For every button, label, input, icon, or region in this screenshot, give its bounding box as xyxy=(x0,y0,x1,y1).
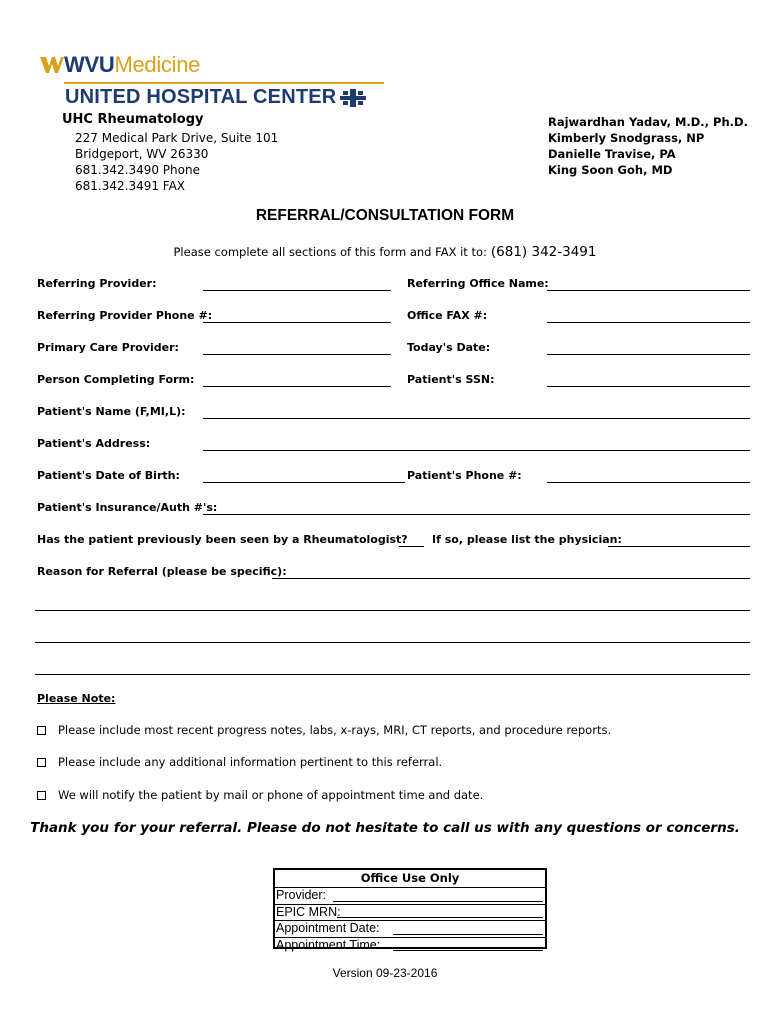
logo-brand-light: Medicine xyxy=(114,52,201,77)
patient-name-label: Patient's Name (F,MI,L): xyxy=(37,405,186,418)
note-heading: Please Note: xyxy=(37,692,116,705)
provider-list xyxy=(548,114,748,178)
referring-office-name-label: Referring Office Name: xyxy=(407,277,549,290)
reason-referral-line[interactable] xyxy=(35,610,750,611)
address-line: Bridgeport, WV 26330 xyxy=(75,147,209,161)
provider-name: Danielle Travise, PA xyxy=(548,147,676,161)
office-row-epic-mrn[interactable] xyxy=(275,904,545,921)
hospital-name: UNITED HOSPITAL CENTER xyxy=(65,86,337,108)
patient-phone-field[interactable] xyxy=(547,482,750,483)
office-fax-label: Office FAX #: xyxy=(407,309,488,322)
office-row-label: Appointment Date: xyxy=(276,921,380,935)
patient-ssn-label: Patient's SSN: xyxy=(407,373,495,386)
office-fax-field[interactable] xyxy=(547,322,750,323)
patient-dob-field[interactable] xyxy=(203,482,405,483)
reason-referral-line[interactable] xyxy=(35,674,750,675)
provider-name: King Soon Goh, MD xyxy=(548,163,673,177)
thank-you-message: Thank you for your referral. Please do not hesitate to call us with any questions or concerns. xyxy=(30,820,740,836)
logo-brand-bold: WVU xyxy=(64,52,115,77)
address-block xyxy=(75,130,278,194)
referring-office-name-field[interactable] xyxy=(547,290,750,291)
patient-name-field[interactable] xyxy=(203,418,750,419)
list-physician-field[interactable] xyxy=(608,546,750,547)
hospital-logo xyxy=(65,86,366,109)
reason-referral-line[interactable] xyxy=(35,642,750,643)
office-row-line xyxy=(333,901,543,902)
office-row-label: EPIC MRN: xyxy=(276,904,341,919)
patient-address-field[interactable] xyxy=(203,450,750,451)
referring-provider-field[interactable] xyxy=(203,290,391,291)
referring-provider-phone-field[interactable] xyxy=(203,322,391,323)
form-version: Version 09-23-2016 xyxy=(332,966,438,980)
note-item xyxy=(37,788,483,802)
note-text: Please include any additional information pertinent to this referral. xyxy=(58,755,443,769)
office-use-box xyxy=(273,868,547,952)
instruction-text: Please complete all sections of this form and FAX it to: xyxy=(173,245,487,259)
office-row-provider[interactable] xyxy=(275,887,545,904)
seen-rheumatologist-field[interactable] xyxy=(399,546,424,547)
checkbox-bullet-icon xyxy=(37,726,46,735)
primary-care-provider-field[interactable] xyxy=(203,354,391,355)
reason-referral-field[interactable] xyxy=(272,578,750,579)
fax-number: (681) 342-3491 xyxy=(490,244,597,260)
referring-provider-label: Referring Provider: xyxy=(37,277,157,290)
phone-line: 681.342.3490 Phone xyxy=(75,163,200,177)
office-row-label: Provider: xyxy=(276,888,327,902)
office-row-line xyxy=(393,950,543,951)
person-completing-field[interactable] xyxy=(203,386,391,387)
note-text: Please include most recent progress notes, labs, x-rays, MRI, CT reports, and procedure reports. xyxy=(58,723,612,737)
reason-referral-label: Reason for Referral (please be specific): xyxy=(37,565,287,578)
person-completing-label: Person Completing Form: xyxy=(37,373,195,386)
note-item xyxy=(37,723,611,737)
office-row-line xyxy=(337,917,543,918)
office-row-line xyxy=(393,934,543,935)
office-row-appointment-time[interactable] xyxy=(275,937,545,954)
office-row-appointment-date[interactable] xyxy=(275,920,545,937)
patient-insurance-field[interactable] xyxy=(203,514,750,515)
wvu-flying-wv-icon xyxy=(40,54,64,76)
patient-address-label: Patient's Address: xyxy=(37,437,151,450)
fax-line: 681.342.3491 FAX xyxy=(75,179,186,193)
referring-provider-phone-label: Referring Provider Phone #: xyxy=(37,309,213,322)
address-line: 227 Medical Park Drive, Suite 101 xyxy=(75,131,279,145)
seen-rheumatologist-label: Has the patient previously been seen by a Rheumatologist? xyxy=(37,533,408,546)
form-title: REFERRAL/CONSULTATION FORM xyxy=(255,207,515,224)
logo-divider xyxy=(64,82,384,84)
list-physician-label: If so, please list the physician: xyxy=(432,533,622,546)
provider-name: Rajwardhan Yadav, M.D., Ph.D. xyxy=(548,115,748,129)
wvu-medicine-logo xyxy=(40,50,200,80)
checkbox-bullet-icon xyxy=(37,791,46,800)
patient-dob-label: Patient's Date of Birth: xyxy=(37,469,180,482)
provider-name: Kimberly Snodgrass, NP xyxy=(548,131,705,145)
primary-care-provider-label: Primary Care Provider: xyxy=(37,341,179,354)
checkbox-bullet-icon xyxy=(37,758,46,767)
department-name: UHC Rheumatology xyxy=(62,112,204,127)
todays-date-label: Today's Date: xyxy=(407,341,491,354)
note-text: We will notify the patient by mail or phone of appointment time and date. xyxy=(58,788,484,802)
office-row-label: Appointment Time: xyxy=(276,937,381,952)
patient-insurance-label: Patient's Insurance/Auth #'s: xyxy=(37,501,218,514)
form-instruction xyxy=(0,244,770,260)
patient-ssn-field[interactable] xyxy=(547,386,750,387)
office-use-heading: Office Use Only xyxy=(360,871,460,885)
todays-date-field[interactable] xyxy=(547,354,750,355)
patient-phone-label: Patient's Phone #: xyxy=(407,469,522,482)
hospital-cross-icon xyxy=(340,89,366,107)
note-item xyxy=(37,755,442,769)
